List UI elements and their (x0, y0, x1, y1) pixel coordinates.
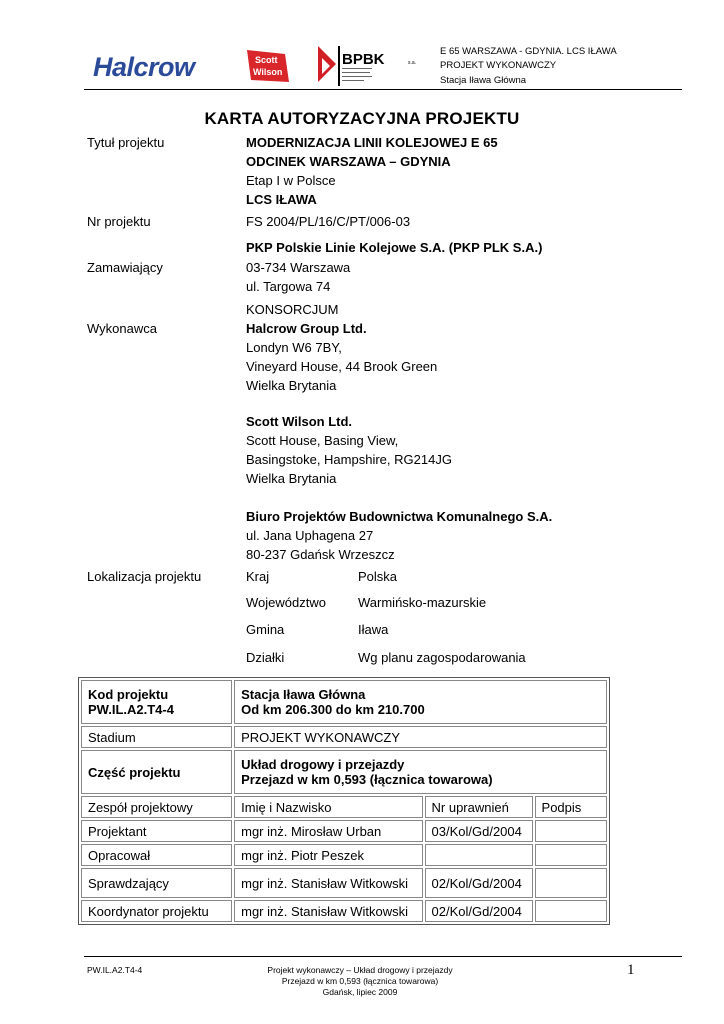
project-title-line-2: ODCINEK WARSZAWA – GDYNIA (246, 154, 451, 169)
location-label: Lokalizacja projektu (87, 569, 202, 584)
team-role: Koordynator projektu (81, 900, 232, 922)
project-code-label-cell (81, 680, 232, 724)
scott-text: Scott (255, 55, 278, 65)
team-license (425, 844, 533, 866)
bpbk-logo (316, 44, 424, 88)
bpbk-text: BPBK (342, 51, 385, 68)
page-number: 1 (627, 962, 635, 978)
project-part-line-1: Układ drogowy i przejazdy (241, 757, 405, 772)
project-code-value: PW.IL.A2.T4-4 (88, 702, 174, 717)
station-cell (234, 680, 607, 724)
footer-divider (84, 956, 682, 957)
location-value-plots: Wg planu zagospodarowania (358, 650, 526, 665)
team-signature (535, 900, 607, 922)
location-value-commune: Iława (358, 622, 389, 637)
halcrow-name: Halcrow Group Ltd. (246, 321, 367, 336)
halcrow-address-2: Vineyard House, 44 Brook Green (246, 359, 438, 374)
scott-wilson-address-1: Scott House, Basing View, (246, 433, 399, 448)
team-row (81, 844, 607, 866)
bpbk-address-2: 80-237 Gdańsk Wrzeszcz (246, 547, 395, 562)
client-label: Zamawiający (87, 260, 163, 275)
project-title-line-3: Etap I w Polsce (246, 173, 336, 188)
scott-wilson-address-2: Basingstoke, Hampshire, RG214JG (246, 452, 452, 467)
team-header-role: Zespół projektowy (81, 796, 232, 818)
station-name: Stacja Iława Główna (241, 687, 366, 702)
header-line-3: Stacja Iława Główna (440, 75, 527, 86)
team-row (81, 820, 607, 842)
footer-line-2: Przejazd w km 0,593 (łącznica towarowa) (281, 976, 439, 986)
team-role: Sprawdzający (81, 868, 232, 898)
stage-value: PROJEKT WYKONAWCZY (234, 726, 607, 748)
footer-center (240, 965, 480, 998)
team-header-signature: Podpis (535, 796, 607, 818)
team-signature (535, 844, 607, 866)
project-part-cell (234, 750, 607, 794)
client-name: PKP Polskie Linie Kolejowe S.A. (PKP PLK S.A.) (246, 240, 543, 255)
bpbk-sa-text: s.a. (408, 60, 417, 66)
header-line-2: PROJEKT WYKONAWCZY (440, 60, 557, 71)
team-signature (535, 868, 607, 898)
table-row (81, 680, 607, 724)
footer-code: PW.IL.A2.T4-4 (87, 965, 143, 975)
client-city: 03-734 Warszawa (246, 260, 351, 275)
location-value-voivodeship: Warmińsko-mazurskie (358, 595, 487, 610)
footer-line-3: Gdańsk, lipiec 2009 (322, 987, 398, 997)
stage-label: Stadium (81, 726, 232, 748)
team-role: Opracował (81, 844, 232, 866)
header-line-1: E 65 WARSZAWA - GDYNIA. LCS IŁAWA (440, 46, 617, 57)
project-number-value: FS 2004/PL/16/C/PT/006-03 (246, 214, 411, 229)
location-key-country: Kraj (246, 569, 270, 584)
halcrow-logo: Halcrow (93, 52, 195, 82)
km-range: Od km 206.300 do km 210.700 (241, 702, 425, 717)
bpbk-address-1: ul. Jana Uphagena 27 (246, 528, 374, 543)
location-key-voivodeship: Województwo (246, 595, 326, 610)
halcrow-country: Wielka Brytania (246, 378, 337, 393)
project-part-line-2: Przejazd w km 0,593 (łącznica towarowa) (241, 772, 493, 787)
team-role: Projektant (81, 820, 232, 842)
team-license: 02/Kol/Gd/2004 (425, 868, 533, 898)
team-name: mgr inż. Mirosław Urban (234, 820, 422, 842)
client-street: ul. Targowa 74 (246, 279, 331, 294)
team-name: mgr inż. Stanisław Witkowski (234, 868, 422, 898)
wilson-text: Wilson (253, 67, 283, 77)
contractor-label: Wykonawca (87, 321, 157, 336)
bpbk-name: Biuro Projektów Budownictwa Komunalnego S.A. (246, 509, 553, 524)
table-row (81, 726, 607, 748)
header-divider (84, 89, 682, 90)
project-code-label: Kod projektu (88, 687, 169, 702)
document-title: KARTA AUTORYZACYJNA PROJEKTU (204, 109, 520, 128)
location-key-commune: Gmina (246, 622, 285, 637)
team-header-license: Nr uprawnień (425, 796, 533, 818)
team-row (81, 868, 607, 898)
team-header-row (81, 796, 607, 818)
project-title-line-4: LCS IŁAWA (246, 192, 317, 207)
footer-line-1: Projekt wykonawczy – Układ drogowy i przejazdy (267, 965, 453, 975)
team-license: 02/Kol/Gd/2004 (425, 900, 533, 922)
team-row (81, 900, 607, 922)
location-value-country: Polska (358, 569, 398, 584)
team-name: mgr inż. Stanisław Witkowski (234, 900, 422, 922)
project-part-label: Część projektu (81, 750, 232, 794)
authorization-table (78, 677, 610, 925)
project-number-label: Nr projektu (87, 214, 151, 229)
team-license: 03/Kol/Gd/2004 (425, 820, 533, 842)
team-name: mgr inż. Piotr Peszek (234, 844, 422, 866)
project-title-label: Tytuł projektu (87, 135, 165, 150)
scott-wilson-country: Wielka Brytania (246, 471, 337, 486)
halcrow-address-1: Londyn W6 7BY, (246, 340, 342, 355)
team-header-name: Imię i Nazwisko (234, 796, 422, 818)
location-key-plots: Działki (246, 650, 285, 665)
table-row (81, 750, 607, 794)
scott-wilson-name: Scott Wilson Ltd. (246, 414, 353, 429)
scott-wilson-logo (245, 48, 291, 84)
team-signature (535, 820, 607, 842)
contractor-consortium: KONSORCJUM (246, 302, 339, 317)
project-title-line-1: MODERNIZACJA LINII KOLEJOWEJ E 65 (246, 135, 498, 150)
